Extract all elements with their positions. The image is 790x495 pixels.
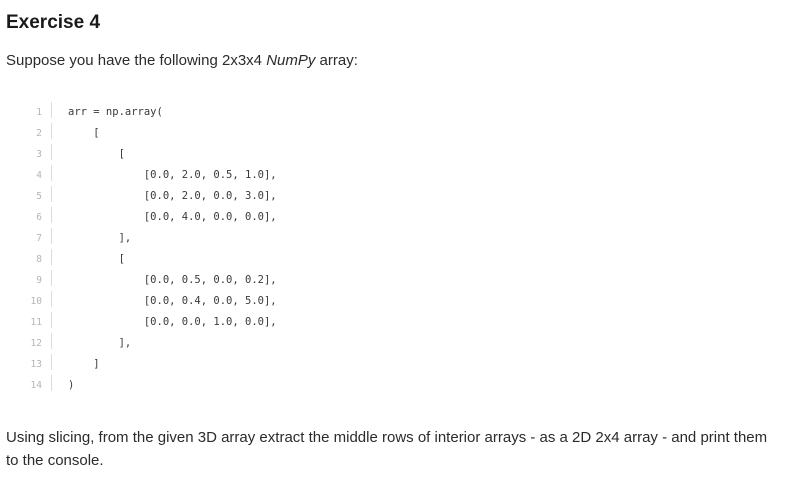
code-text: ], bbox=[68, 232, 132, 244]
gutter-separator bbox=[51, 102, 52, 118]
code-line bbox=[20, 333, 440, 354]
line-number: 1 bbox=[36, 107, 42, 118]
line-number: 3 bbox=[36, 149, 42, 160]
line-number: 11 bbox=[30, 317, 42, 328]
code-text: [0.0, 0.0, 1.0, 0.0], bbox=[68, 316, 277, 328]
code-line bbox=[20, 102, 440, 123]
gutter-separator bbox=[51, 375, 52, 391]
code-line bbox=[20, 123, 440, 144]
gutter-separator bbox=[51, 144, 52, 160]
code-line bbox=[20, 375, 440, 396]
code-text: arr = np.array( bbox=[68, 106, 163, 118]
gutter-separator bbox=[51, 123, 52, 139]
intro-text-after: array: bbox=[315, 52, 358, 69]
line-number: 9 bbox=[36, 275, 42, 286]
gutter-separator bbox=[51, 312, 52, 328]
line-number: 6 bbox=[36, 212, 42, 223]
gutter-separator bbox=[51, 333, 52, 349]
code-text: [ bbox=[68, 127, 100, 139]
gutter-separator bbox=[51, 228, 52, 244]
code-line bbox=[20, 354, 440, 375]
exercise-title: Exercise 4 bbox=[6, 12, 101, 33]
gutter-separator bbox=[51, 165, 52, 181]
line-number: 5 bbox=[36, 191, 42, 202]
code-text: ], bbox=[68, 337, 132, 349]
code-text: [ bbox=[68, 253, 125, 265]
line-number: 14 bbox=[30, 380, 42, 391]
code-text: [ bbox=[68, 148, 125, 160]
line-number: 10 bbox=[30, 296, 42, 307]
code-text: [0.0, 0.4, 0.0, 5.0], bbox=[68, 295, 277, 307]
line-number: 13 bbox=[30, 359, 42, 370]
code-line bbox=[20, 270, 440, 291]
code-block bbox=[20, 102, 440, 396]
gutter-separator bbox=[51, 270, 52, 286]
code-text: [0.0, 0.5, 0.0, 0.2], bbox=[68, 274, 277, 286]
code-text: [0.0, 2.0, 0.5, 1.0], bbox=[68, 169, 277, 181]
intro-text-before: Suppose you have the following 2x3x4 bbox=[6, 52, 267, 69]
code-line bbox=[20, 291, 440, 312]
gutter-separator bbox=[51, 291, 52, 307]
intro-emphasis-numpy: NumPy bbox=[266, 52, 316, 69]
code-line bbox=[20, 228, 440, 249]
exercise-question: Using slicing, from the given 3D array extract the middle rows of interior arrays - as a 2D 2x4 array - and print them to the console. bbox=[6, 429, 768, 469]
code-line bbox=[20, 207, 440, 228]
line-number: 8 bbox=[36, 254, 42, 265]
line-number: 2 bbox=[36, 128, 42, 139]
code-line bbox=[20, 165, 440, 186]
code-line bbox=[20, 312, 440, 333]
code-line bbox=[20, 186, 440, 207]
code-text: ) bbox=[68, 379, 75, 391]
line-number: 7 bbox=[36, 233, 42, 244]
gutter-separator bbox=[51, 354, 52, 370]
code-text: [0.0, 2.0, 0.0, 3.0], bbox=[68, 190, 277, 202]
code-line bbox=[20, 144, 440, 165]
gutter-separator bbox=[51, 186, 52, 202]
code-line bbox=[20, 249, 440, 270]
line-number: 4 bbox=[36, 170, 42, 181]
gutter-separator bbox=[51, 207, 52, 223]
intro-paragraph bbox=[6, 52, 358, 69]
code-text: ] bbox=[68, 358, 100, 370]
gutter-separator bbox=[51, 249, 52, 265]
code-text: [0.0, 4.0, 0.0, 0.0], bbox=[68, 211, 277, 223]
line-number: 12 bbox=[30, 338, 42, 349]
